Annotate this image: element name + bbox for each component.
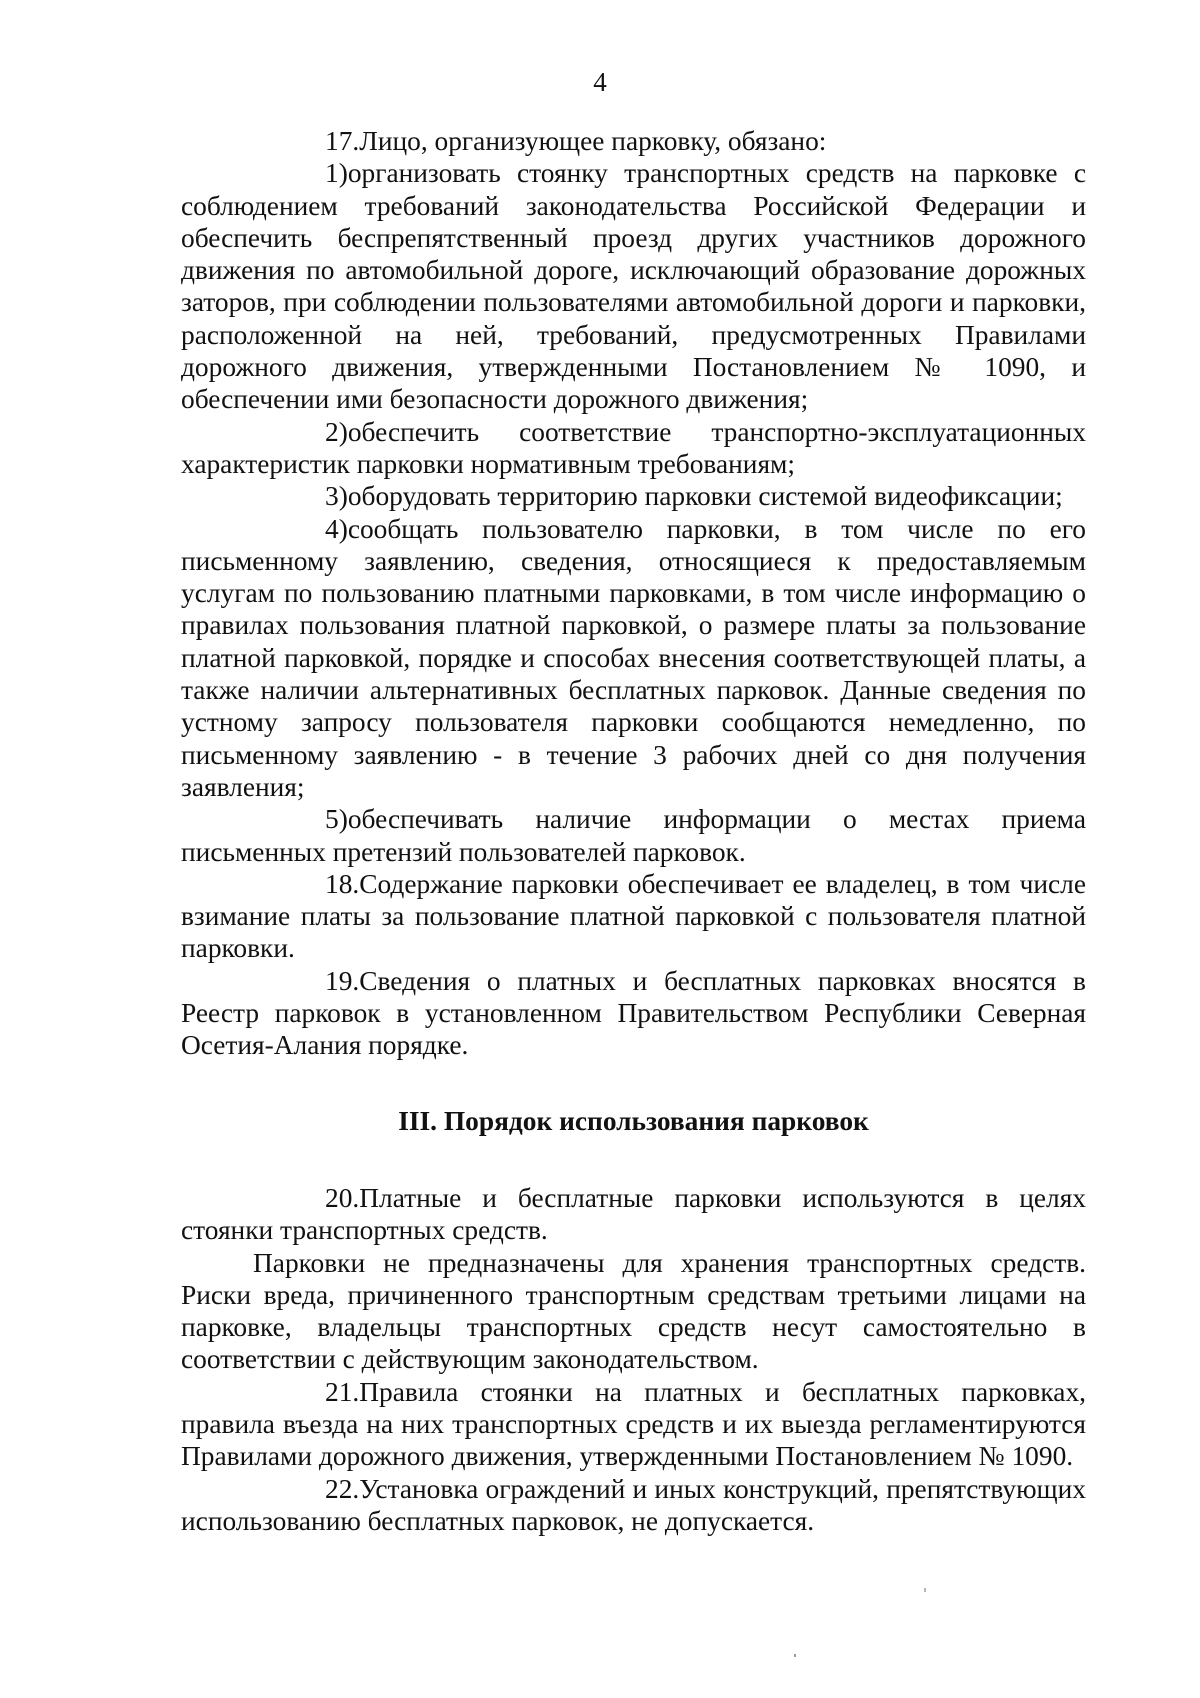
document-body — [181, 125, 1086, 1537]
page-number: 4 — [593, 67, 607, 97]
clause-19 — [181, 965, 1086, 1062]
clause-17 — [181, 125, 1086, 157]
clause-22 — [181, 1473, 1086, 1538]
clause-21 — [181, 1376, 1086, 1473]
clause-number: 4) — [325, 513, 348, 544]
subclause-2 — [181, 416, 1086, 481]
clause-text: Содержание парковки обеспечивает ее владелец, в том числе взимание платы за пользование платной парковкой с пользователя платной парковки. — [181, 868, 1086, 964]
clause-text: Парковки не предназначены для хранения транспортных средств. Риски вреда, причиненного транспортным средствам третьими лицами на парковке, владельцы транспортных средств несут самостоятельно в соответствии с действующим законодательством. — [181, 1247, 1086, 1375]
clause-number: 19. — [325, 965, 360, 996]
scan-speck — [924, 1588, 926, 1592]
clause-text: оборудовать территорию парковки системой видеофиксации; — [347, 481, 1063, 512]
clause-number: 3) — [325, 481, 348, 512]
clause-number: 2) — [325, 416, 348, 447]
clause-text: организовать стоянку транспортных средств на парковке с соблюдением требований законодательства Российской Федерации и обеспечить беспрепятственный проезд других участников дорожного движения по автомобильной дороге, исключающий образование дорожных заторов, при соблюдении пользователями автомобильной дороги и парковки, расположенной на ней, требований, предусмотренных Правилами дорожного движения, утвержденными Постановлением № 1090, и обеспечении ими безопасности дорожного движения; — [181, 158, 1086, 415]
clause-text: Платные и бесплатные парковки используются в целях стоянки транспортных средств. — [181, 1182, 1086, 1246]
subclause-1 — [181, 157, 1086, 415]
clause-text: Сведения о платных и бесплатных парковках вносятся в Реестр парковок в установленном Правительством Республики Северная Осетия-Алания порядке. — [181, 965, 1086, 1061]
clause-number: 5) — [325, 804, 348, 835]
clause-text: Лицо, организующее парковку, обязано: — [359, 126, 827, 156]
clause-number: 17. — [325, 126, 360, 156]
section-heading: III. Порядок использования парковок — [398, 1105, 869, 1136]
clause-20 — [181, 1182, 1086, 1247]
clause-text: обеспечивать наличие информации о местах приема письменных претензий пользователей парковок. — [181, 804, 1086, 867]
subclause-3 — [181, 480, 1086, 512]
clause-20-paragraph — [181, 1247, 1086, 1376]
clause-number: 20. — [325, 1182, 360, 1213]
clause-18 — [181, 868, 1086, 965]
clause-text: сообщать пользователю парковки, в том числе по его письменному заявлению, сведения, относящиеся к предоставляемым услугам по пользованию платными парковками, в том числе информацию о правилах пользования платной парковкой, о размере платы за пользование платной парковкой, порядке и способах внесения соответствующей платы, а также наличии альтернативных бесплатных парковок. Данные сведения по устному запросу пользователя парковки сообщаются немедленно, по письменному заявлению - в течение 3 рабочих дней со дня получения заявления; — [181, 513, 1086, 802]
clause-text: Правила стоянки на платных и бесплатных парковках, правила въезда на них транспортных средств и их выезда регламентируются Правилами дорожного движения, утвержденными Постановлением № 1090. — [181, 1376, 1086, 1472]
clause-number: 18. — [325, 868, 360, 899]
clause-text: обеспечить соответствие транспортно-эксплуатационных характеристик парковки нормативным требованиям; — [181, 416, 1086, 479]
subclause-5 — [181, 803, 1086, 868]
scan-speck — [794, 1654, 796, 1657]
clause-number: 22. — [325, 1473, 360, 1504]
clause-text: Установка ограждений и иных конструкций, препятствующих использованию бесплатных парковок, не допускается. — [181, 1473, 1086, 1536]
clause-number: 1) — [325, 158, 348, 189]
clause-number: 21. — [325, 1376, 360, 1407]
subclause-4 — [181, 513, 1086, 804]
